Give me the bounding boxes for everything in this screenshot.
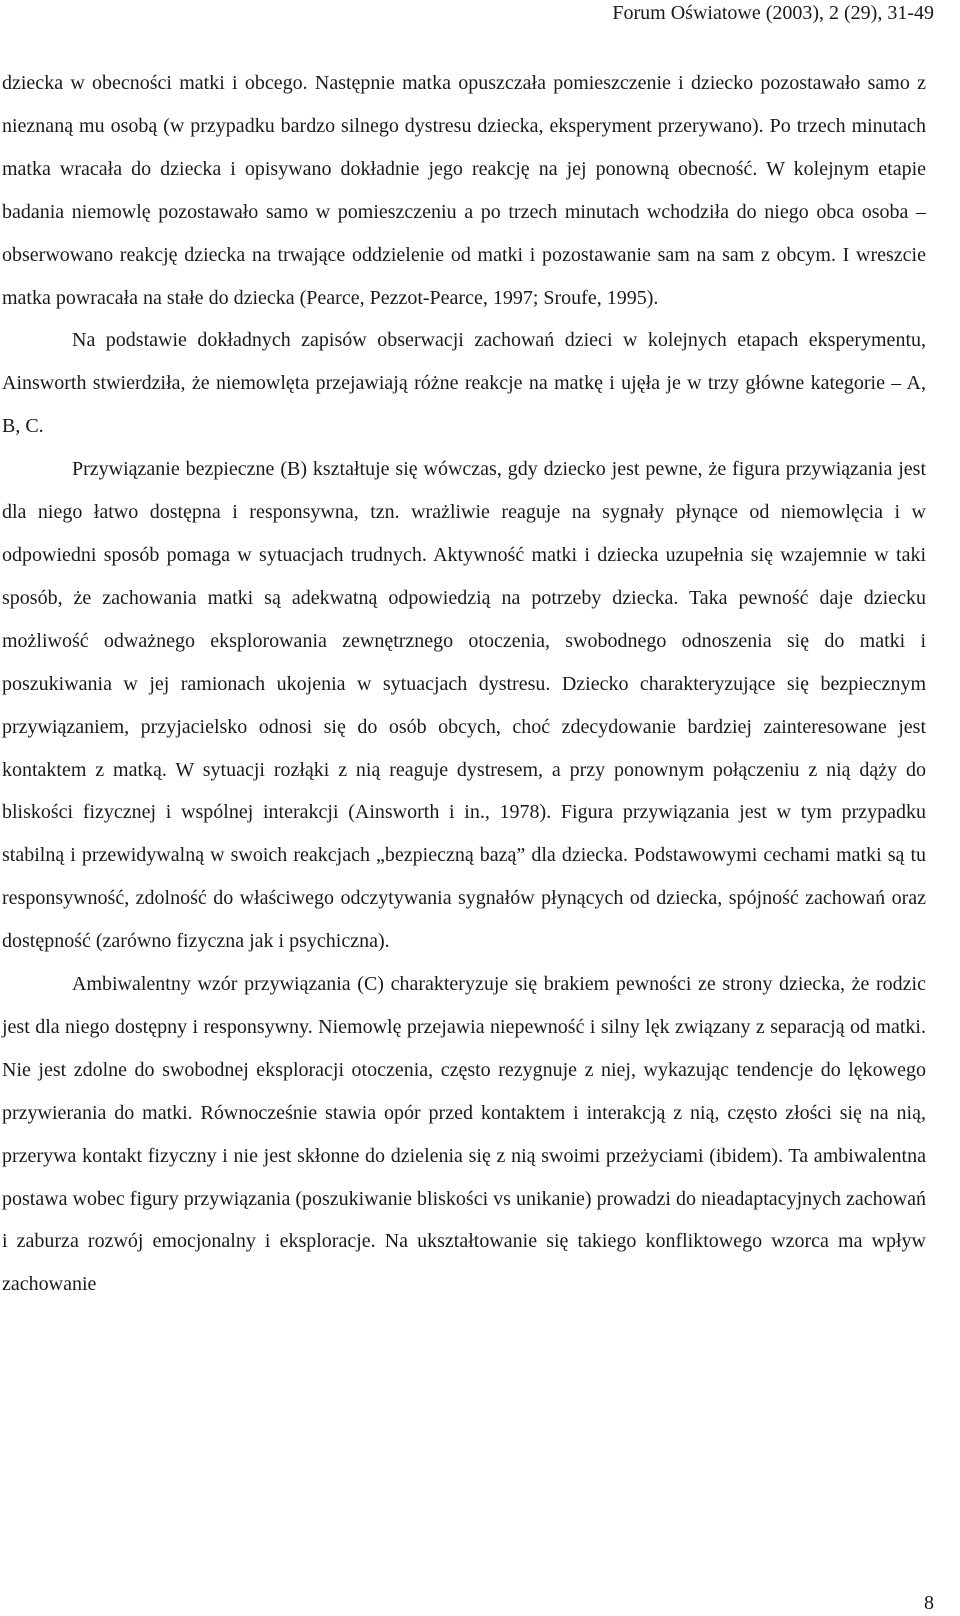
page-number: 8 [924,1592,934,1614]
running-header: Forum Oświatowe (2003), 2 (29), 31-49 [612,2,934,24]
paragraph-ainsworth-categories: Na podstawie dokładnych zapisów obserwacji zachowań dzieci w kolejnych etapach eksperymentu, Ainsworth stwierdziła, że niemowlęta przejawiają różne reakcje na matkę i ujęła je w trzy główne kategorie – A, B, C. [2,329,926,438]
body-text [2,62,926,1306]
paragraph-secure-attachment: Przywiązanie bezpieczne (B) kształtuje się wówczas, gdy dziecko jest pewne, że figura przywiązania jest dla niego łatwo dostępna i responsywna, tzn. wrażliwie reaguje na sygnały płynące od niemowlęcia i w odpowiedni sposób pomaga w sytuacjach trudnych. Aktywność matki i dziecka uzupełnia się wzajemnie w taki sposób, że zachowania matki są adekwatną odpowiedzią na potrzeby dziecka. Taka pewność daje dziecku możliwość odważnego eksplorowania zewnętrznego otoczenia, swobodnego odnoszenia się do matki i poszukiwania w jej ramionach ukojenia w sytuacjach dystresu. Dziecko charakteryzujące się bezpiecznym przywiązaniem, przyjacielsko odnosi się do osób obcych, choć zdecydowanie bardziej zainteresowane jest kontaktem z matką. W sytuacji rozłąki z nią reaguje dystresem, a przy ponownym połączeniu z nią dąży do bliskości fizycznej i wspólnej interakcji (Ainsworth i in., 1978). Figura przywiązania jest w tym przypadku stabilną i przewidywalną w swoich reakcjach „bezpieczną bazą” dla dziecka. Podstawowymi cechami matki są tu responsywność, zdolność do właściwego odczytywania sygnałów płynących od dziecka, spójność zachowań oraz dostępność (zarówno fizyczna jak i psychiczna). [2,458,926,953]
paragraph-ambivalent-attachment: Ambiwalentny wzór przywiązania (C) charakteryzuje się brakiem pewności ze strony dziecka, że rodzic jest dla niego dostępny i responsywny. Niemowlę przejawia niepewność i silny lęk związany z separacją od matki. Nie jest zdolne do swobodnej eksploracji otoczenia, często rezygnuje z niej, wykazując tendencje do lękowego przywierania do matki. Równocześnie stawia opór przed kontaktem i interakcją z nią, często złości się na nią, przerywa kontakt fizyczny i nie jest skłonne do dzielenia się z nią swoimi przeżyciami (ibidem). Ta ambiwalentna postawa wobec figury przywiązania (poszukiwanie bliskości vs unikanie) prowadzi do nieadaptacyjnych zachowań i zaburza rozwój emocjonalny i eksploracje. Na ukształtowanie się takiego konfliktowego wzorca ma wpływ zachowanie [2,973,926,1296]
paragraph-continuation: dziecka w obecności matki i obcego. Następnie matka opuszczała pomieszczenie i dziecko pozostawało samo z nieznaną mu osobą (w przypadku bardzo silnego dystresu dziecka, eksperyment przerywano). Po trzech minutach matka wracała do dziecka i opisywano dokładnie jego reakcję na jej ponowną obecność. W kolejnym etapie badania niemowlę pozostawało samo w pomieszczeniu a po trzech minutach wchodziła do niego obca osoba – obserwowano reakcję dziecka na trwające oddzielenie od matki i pozostawanie sam na sam z obcym. I wreszcie matka powracała na stałe do dziecka (Pearce, Pezzot-Pearce, 1997; Sroufe, 1995). [2,72,926,309]
